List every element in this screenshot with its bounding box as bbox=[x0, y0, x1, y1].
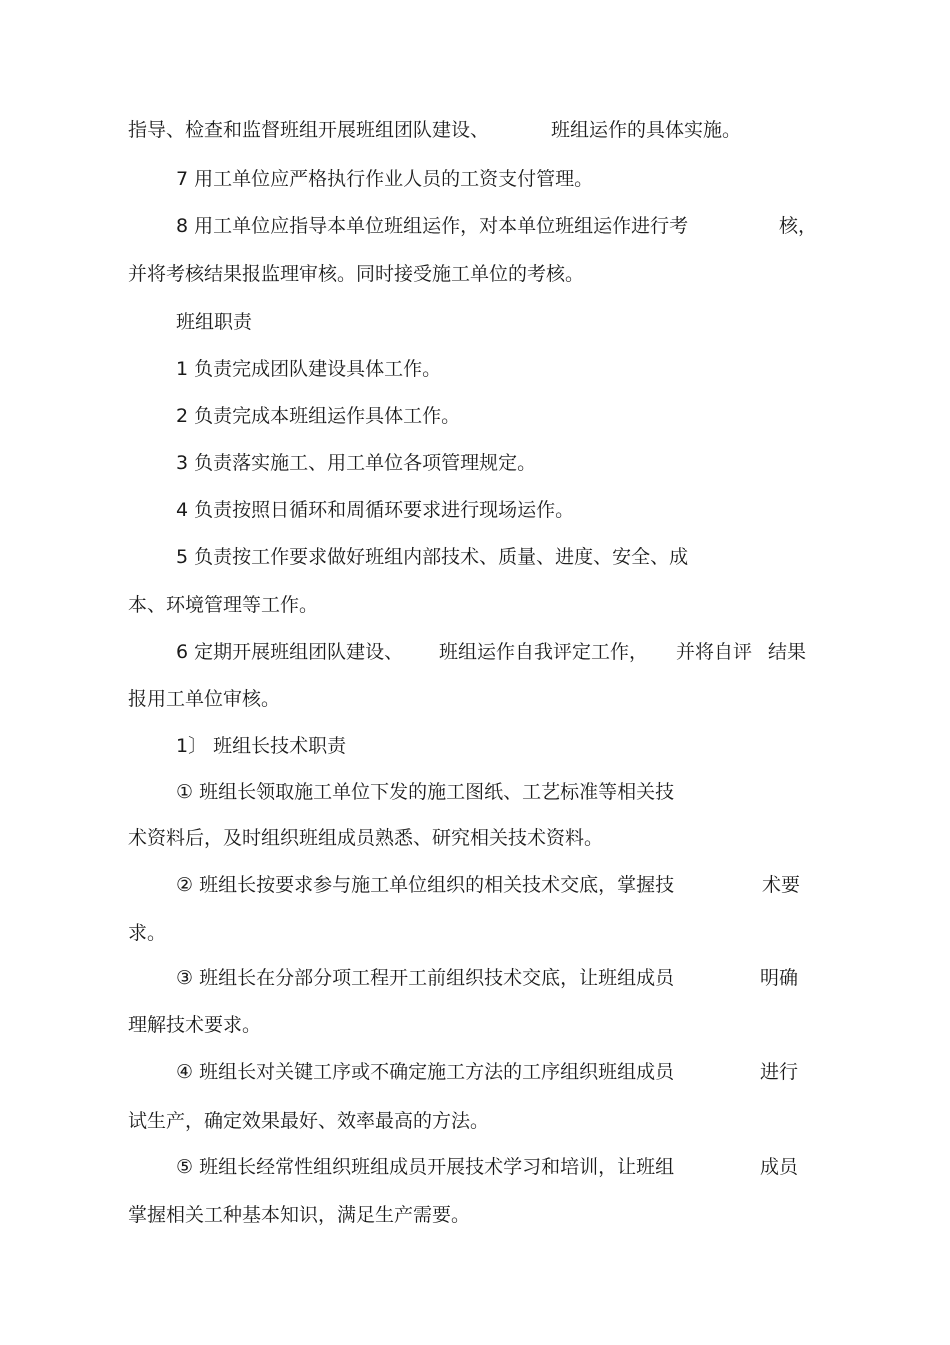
text-segment: 术资料后，及时组织班组成员熟悉、研究相关技术资料。 bbox=[128, 827, 604, 849]
text-segment: 2 负责完成本班组运作具体工作。 bbox=[176, 405, 461, 427]
text-segment: 班组运作的具体实施。 bbox=[551, 119, 742, 141]
text-segment: 4 负责按照日循环和周循环要求进行现场运作。 bbox=[176, 499, 575, 521]
text-segment: 术要 bbox=[762, 874, 801, 896]
text-segment: 并将考核结果报监理审核。同时接受施工单位的考核。 bbox=[128, 263, 585, 285]
text-segment: 8 用工单位应指导本单位班组运作，对本单位班组运作进行考 bbox=[176, 215, 689, 237]
text-segment: 班组职责 bbox=[176, 311, 253, 333]
text-segment: 掌握相关工种基本知识，满足生产需要。 bbox=[128, 1204, 471, 1226]
text-segment: 班组运作自我评定工作， bbox=[439, 641, 649, 663]
text-segment: 进行 bbox=[760, 1061, 799, 1083]
text-segment: 3 负责落实施工、用工单位各项管理规定。 bbox=[176, 452, 537, 474]
text-segment: 指导、检查和监督班组开展班组团队建设、 bbox=[128, 119, 490, 141]
text-segment: 本、环境管理等工作。 bbox=[128, 594, 319, 616]
text-segment: 5 负责按工作要求做好班组内部技术、质量、进度、安全、成 bbox=[176, 546, 689, 568]
text-segment: 核， bbox=[779, 215, 818, 237]
text-segment: 1 负责完成团队建设具体工作。 bbox=[176, 358, 442, 380]
text-segment: ③ 班组长在分部分项工程开工前组织技术交底，让班组成员 bbox=[176, 967, 675, 989]
text-segment: 结果 bbox=[768, 641, 807, 663]
text-segment: 理解技术要求。 bbox=[128, 1014, 262, 1036]
text-segment: 成员 bbox=[760, 1156, 799, 1178]
text-segment: 6 定期开展班组团队建设、 bbox=[176, 641, 404, 663]
text-segment: ① 班组长领取施工单位下发的施工图纸、工艺标准等相关技 bbox=[176, 781, 675, 803]
text-segment: 明确 bbox=[760, 967, 799, 989]
text-segment: ⑤ 班组长经常性组织班组成员开展技术学习和培训，让班组 bbox=[176, 1156, 675, 1178]
text-segment: 7 用工单位应严格执行作业人员的工资支付管理。 bbox=[176, 168, 594, 190]
text-segment: 并将自评 bbox=[676, 641, 753, 663]
text-segment: ② 班组长按要求参与施工单位组织的相关技术交底，掌握技 bbox=[176, 874, 675, 896]
text-segment: 1〕 班组长技术职责 bbox=[176, 735, 347, 757]
text-segment: 试生产，确定效果最好、效率最高的方法。 bbox=[128, 1110, 490, 1132]
text-segment: 求。 bbox=[128, 922, 167, 944]
text-segment: ④ 班组长对关键工序或不确定施工方法的工序组织班组成员 bbox=[176, 1061, 675, 1083]
text-segment: 报用工单位审核。 bbox=[128, 688, 281, 710]
